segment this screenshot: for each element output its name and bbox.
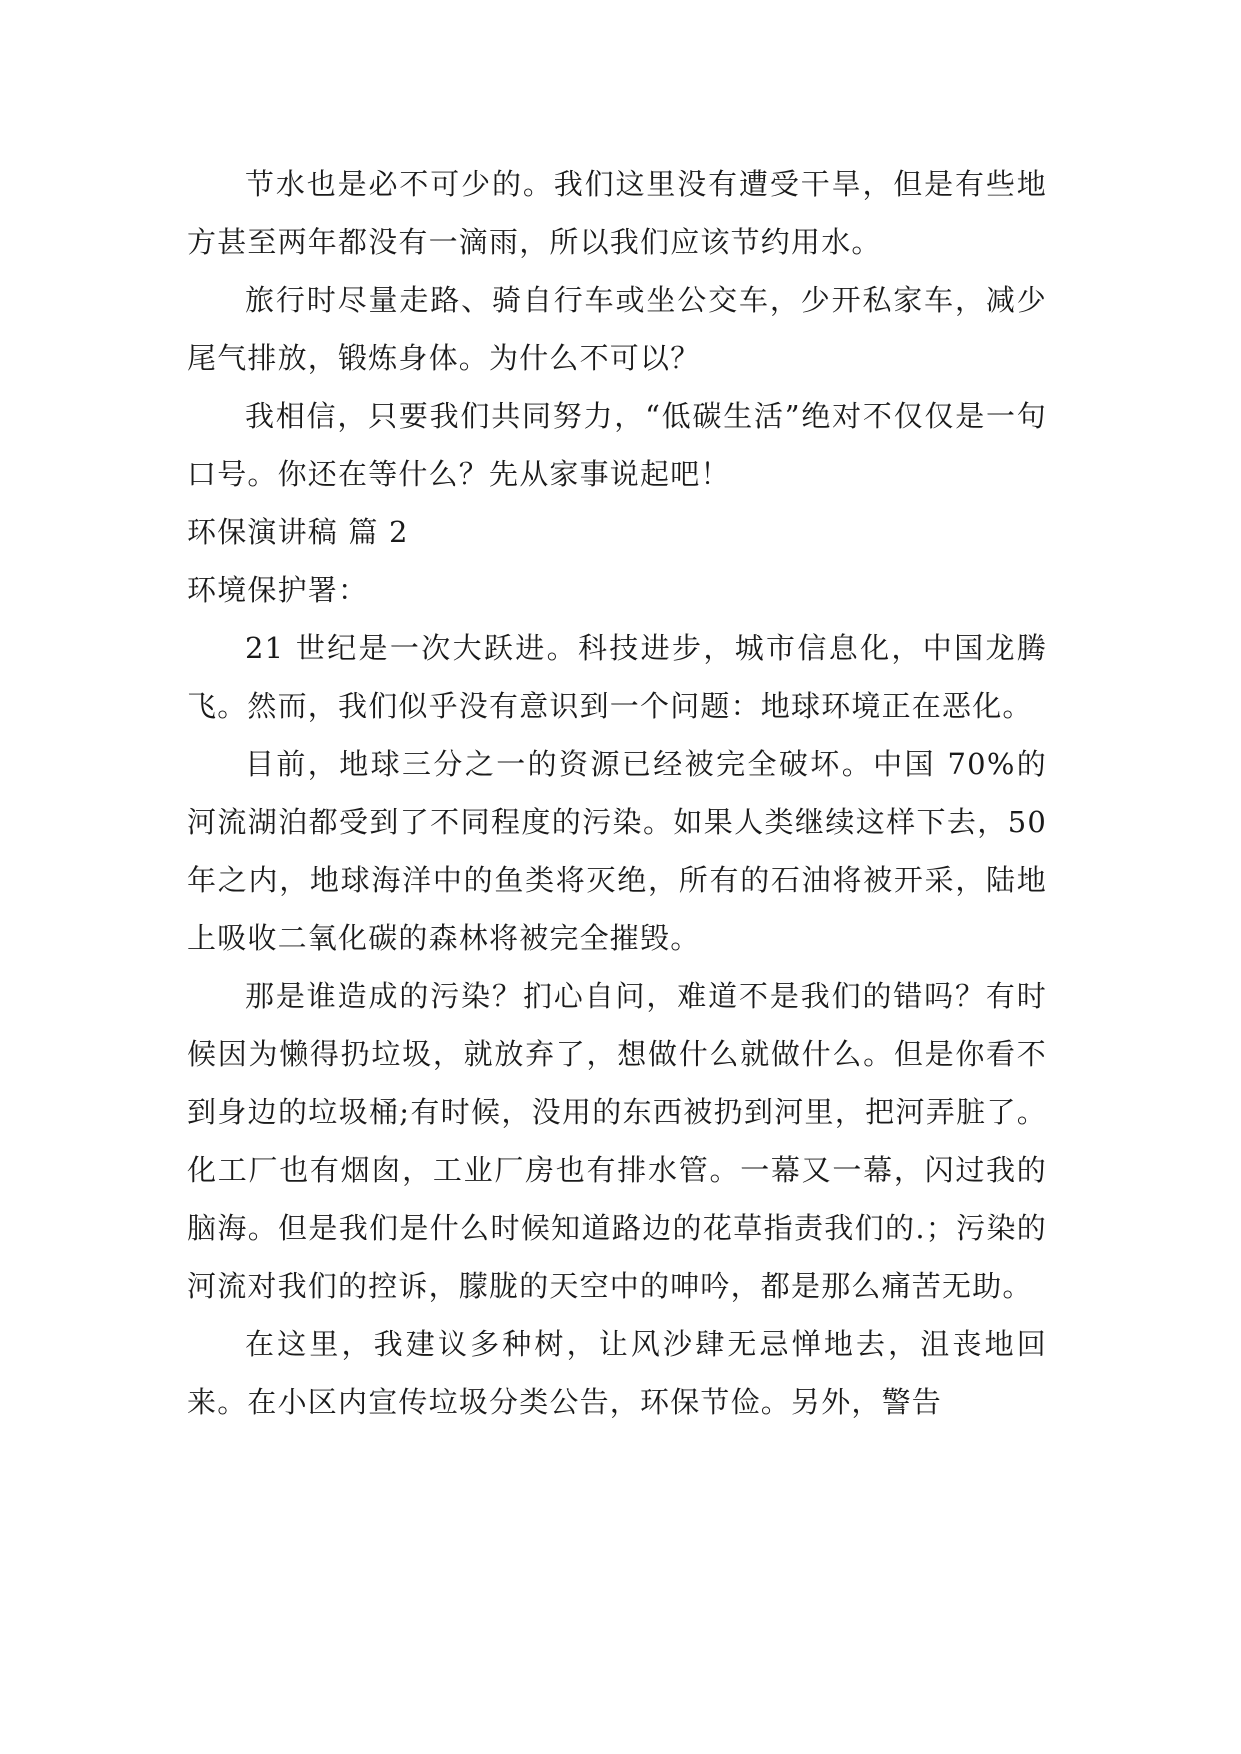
- salutation: 环境保护署：: [187, 573, 369, 607]
- paragraph-suggestions: 在这里，我建议多种树，让风沙肆无忌惮地去，沮丧地回来。在小区内宣传垃圾分类公告，环保节俭。另外，警告: [187, 1327, 1047, 1419]
- paragraph-21st-century: 21 世纪是一次大跃进。科技进步，城市信息化，中国龙腾飞。然而，我们似乎没有意识到一个问题：地球环境正在恶化。: [187, 631, 1047, 723]
- section-title: 环保演讲稿 篇 2: [187, 515, 409, 549]
- paragraph-pollution-facts: 目前，地球三分之一的资源已经被完全破坏。中国 70%的河流湖泊都受到了不同程度的污染。如果人类继续这样下去，50 年之内，地球海洋中的鱼类将灭绝，所有的石油将被开采，陆地上吸收二氧化碳的森林将被完全摧毁。: [187, 747, 1047, 955]
- paragraph-green-travel: 旅行时尽量走路、骑自行车或坐公交车，少开私家车，减少尾气排放，锻炼身体。为什么不可以？: [187, 283, 1047, 375]
- paragraph-low-carbon: 我相信，只要我们共同努力，“低碳生活”绝对不仅仅是一句口号。你还在等什么？先从家事说起吧！: [187, 399, 1047, 491]
- paragraph-who-caused: 那是谁造成的污染？扪心自问，难道不是我们的错吗？有时候因为懒得扔垃圾，就放弃了，想做什么就做什么。但是你看不到身边的垃圾桶;有时候，没用的东西被扔到河里，把河弄脏了。化工厂也有烟囱，工业厂房也有排水管。一幕又一幕，闪过我的脑海。但是我们是什么时候知道路边的花草指责我们的.；污染的河流对我们的控诉，朦胧的天空中的呻吟，都是那么痛苦无助。: [187, 979, 1047, 1303]
- document-body: [187, 155, 1047, 1431]
- paragraph-water-saving: 节水也是必不可少的。我们这里没有遭受干旱，但是有些地方甚至两年都没有一滴雨，所以我们应该节约用水。: [187, 167, 1047, 259]
